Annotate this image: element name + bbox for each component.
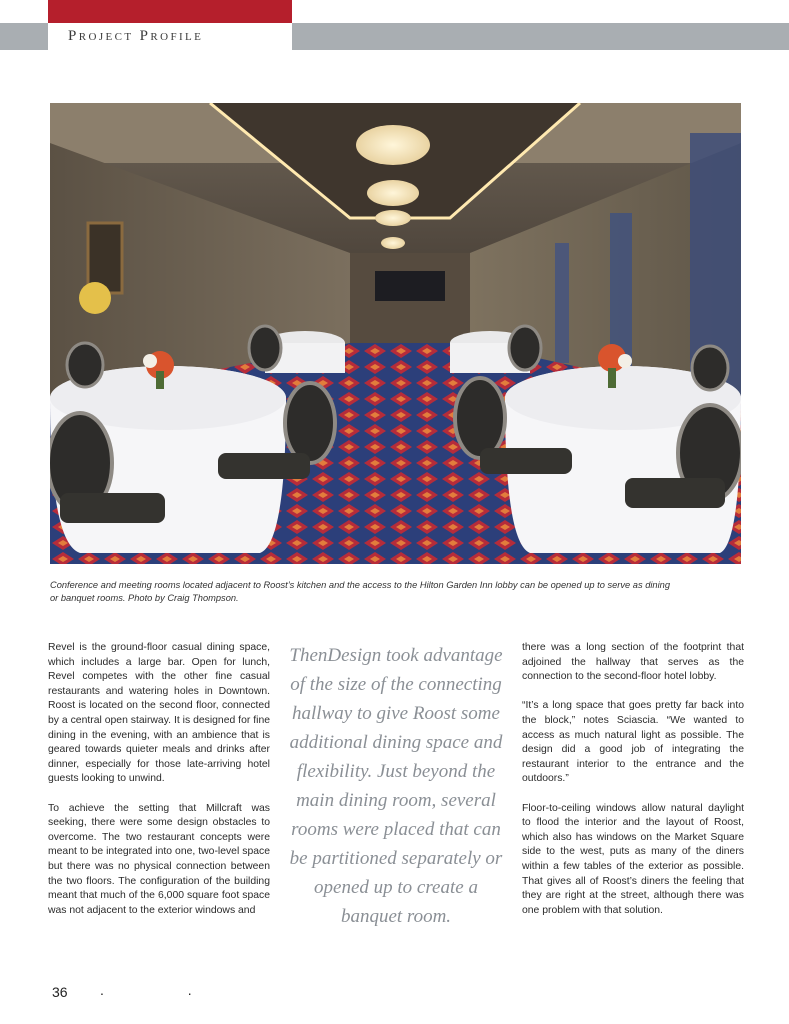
footer-dots: . .: [100, 982, 232, 998]
section-label: [48, 23, 292, 50]
section-label-text: Project Profile: [68, 28, 204, 44]
photo-caption: Conference and meeting rooms located adjacent to Roost’s kitchen and the access to the Hilton Garden Inn lobby can be opened up to serve as dining or banquet rooms. Photo by Craig Thompson.: [50, 580, 671, 603]
page-number: 36: [52, 984, 68, 1000]
banquet-room-illustration: [50, 103, 741, 564]
right-paragraph-2: “It’s a long space that goes pretty far back into the block,” notes Sciascia. “We wanted to access as much natural light as possible. The design did a good job of integrating the restaurant interior to the entrance and the outdoors.”: [522, 700, 744, 785]
left-paragraph-1: Revel is the ground-floor casual dining space, which includes a large bar. Open for lunch, Revel competes with the other fine casual restaurants and watering holes in Downtown. Roost is located on the second floor, connected by a central open stairway. It is designed for fine dining in the evening, with an ambience that is geared towards quieter meals and drinks after dinner, especially for those late-arriving hotel guests looking to unwind.: [48, 642, 270, 785]
right-paragraph-1: there was a long section of the footprint that adjoined the hallway that serves as the connection to the second-floor hotel lobby.: [522, 642, 744, 683]
left-paragraph-2: To achieve the setting that Millcraft was seeking, there were some design obstacles to overcome. The two restaurant concepts were meant to be integrated into one, two-level space but there was no physical connection between the two floors. The configuration of the building meant that much of the 6,000 square foot space was not adjacent to the exterior windows and: [48, 802, 270, 916]
pull-quote: ThenDesign took advantage of the size of the connecting hallway to give Roost some additional dining space and flexibility. Just beyond the main dining room, several rooms were placed that can be partitioned separately or opened up to create a banquet room.: [289, 645, 503, 927]
header-accent-bar: [48, 0, 292, 23]
banquet-room-photo: [50, 103, 741, 564]
left-column: [48, 641, 270, 933]
right-paragraph-3: Floor-to-ceiling windows allow natural daylight to flood the interior and the layout of Roost, which also has windows on the Market Square side to the west, puts as many of the diners within a few tables of the exterior as possible. That gives all of Roost’s diners the feeling that they are right at the street, although there was one problem with that solution.: [522, 802, 744, 916]
right-column: [522, 641, 744, 933]
